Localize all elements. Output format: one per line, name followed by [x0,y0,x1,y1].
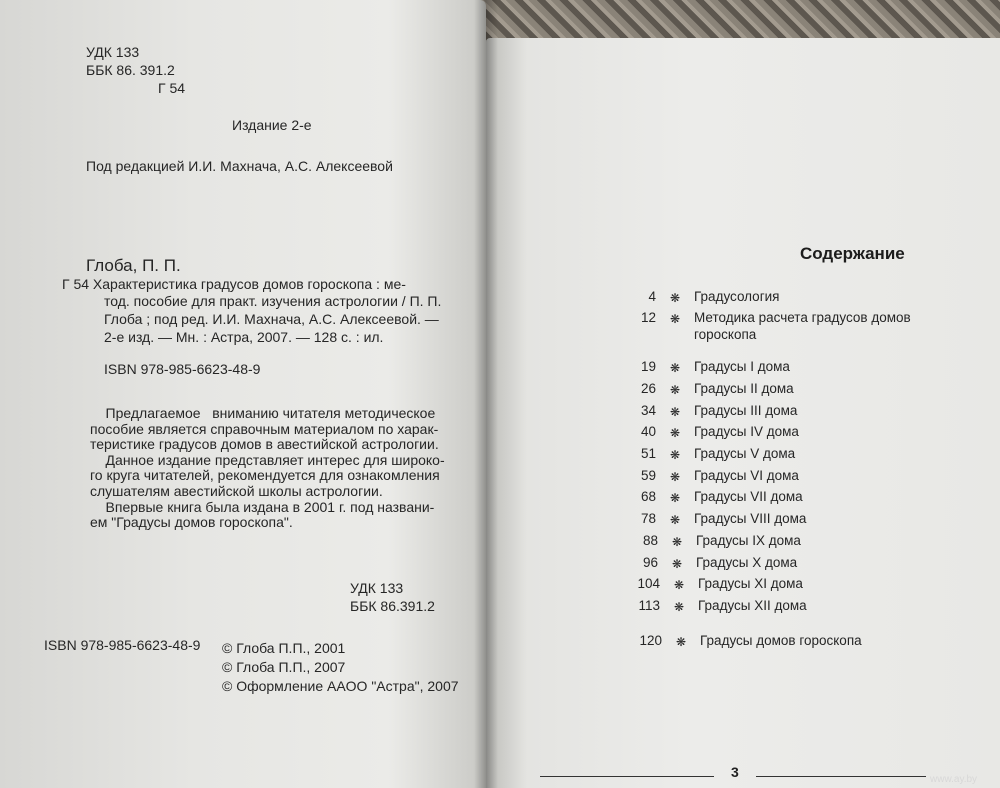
bullet-icon: ❋ [670,448,681,462]
toc-entry-title: Градусы V дома [694,446,796,461]
editors-line: Под редакцией И.И. Махнача, А.С. Алексеевой [86,158,393,174]
bullet-icon: ❋ [670,383,681,397]
toc-entry-title: Градусы IV дома [694,424,799,439]
catalog-line-4: 2-е изд. — Мн. : Астра, 2007. — 128 с. : ил. [104,329,384,345]
isbn-top: ISBN 978-985-6623-48-9 [104,361,261,377]
watermark: www.ay.by [930,774,978,785]
edition-label: Издание 2-е [232,117,312,133]
toc-entry-title: Градусы XI дома [698,576,803,591]
toc-title: Содержание [800,244,905,263]
udk-code: УДК 133 [86,44,140,60]
toc-entry-title: Градусы XII дома [698,598,807,613]
toc-page-number: 51 [640,446,656,461]
bullet-icon: ❋ [676,635,687,649]
toc-entry-title: Градусы II дома [694,381,794,396]
udk-bottom: УДК 133 [350,580,404,596]
bullet-icon: ❋ [672,557,683,571]
bullet-icon: ❋ [670,426,681,440]
toc-entry-title: Градусы VIII дома [694,511,807,526]
bullet-icon: ❋ [674,578,685,592]
toc-page-number: 88 [642,533,658,548]
bullet-icon: ❋ [670,405,681,419]
toc-page-number: 34 [640,403,656,418]
toc-entry-title: Градусы домов гороскопа [700,633,862,648]
book-gutter [474,0,498,788]
bbk-bottom: ББК 86.391.2 [350,598,435,614]
bullet-icon: ❋ [670,513,681,527]
bullet-icon: ❋ [670,312,681,326]
show-through-text [330,60,334,75]
toc-entry-title: Градусы I дома [694,359,790,374]
toc-page-number: 4 [648,289,656,304]
bullet-icon: ❋ [672,535,683,549]
toc-page-number: 19 [640,359,656,374]
toc-page-number: 59 [640,468,656,483]
bullet-icon: ❋ [670,291,681,305]
toc-entry-title: гороскопа [694,327,757,342]
toc-page-number: 104 [637,576,660,591]
toc-page-number: 26 [640,381,656,396]
bullet-icon: ❋ [670,361,681,375]
toc-page-number: 120 [639,633,662,648]
toc-page-number: 78 [640,511,656,526]
catalog-line-2: тод. пособие для практ. изучения астрологии / П. П. [104,293,442,309]
toc-page-number: 40 [640,424,656,439]
toc-entry-title: Градусология [694,289,780,304]
toc-entry-title: Градусы VI дома [694,468,799,483]
bullet-icon: ❋ [674,600,685,614]
footer-rule-right [756,776,926,777]
bullet-icon: ❋ [670,491,681,505]
bullet-icon: ❋ [670,470,681,484]
toc-page-number: 113 [638,598,660,613]
copyright-3: © Оформление АAOO "Астра", 2007 [222,678,459,694]
abstract-text: Предлагаемое вниманию читателя методическое пособие является справочным материалом по харак- теристике градусов домов в авестийской астрологии. Данное издание представляет интерес для широко- го круга читателей, рекомендуется для ознакомления слушателям авестийской школы астрологии. Впервые книга была издана в 2001 г. под названи- ем "Градусы домов гороскопа". [90,405,445,531]
copyright-2: © Глоба П.П., 2007 [222,659,346,675]
author-name: Глоба, П. П. [86,256,181,275]
toc-entry-title: Градусы IX дома [696,533,801,548]
toc-page-number: 96 [642,555,658,570]
footer-rule-left [540,776,714,777]
toc-page-number: 68 [640,489,656,504]
toc-entry-title: Градусы III дома [694,403,798,418]
catalog-line-1: Г 54 Характеристика градусов домов гороскопа : ме- [62,276,406,292]
toc-page-number: 12 [640,310,656,325]
copyright-1: © Глоба П.П., 2001 [222,640,346,656]
author-mark: Г 54 [158,80,186,96]
page-number: 3 [731,764,739,780]
bbk-code: ББК 86. 391.2 [86,62,175,78]
toc-entry-title: Методика расчета градусов домов [694,310,911,325]
isbn-bottom: ISBN 978-985-6623-48-9 [44,637,201,653]
catalog-line-3: Глоба ; под ред. И.И. Махнача, А.С. Алексеевой. — [104,311,439,327]
toc-entry-title: Градусы VII дома [694,489,803,504]
toc-entry-title: Градусы X дома [696,555,798,570]
